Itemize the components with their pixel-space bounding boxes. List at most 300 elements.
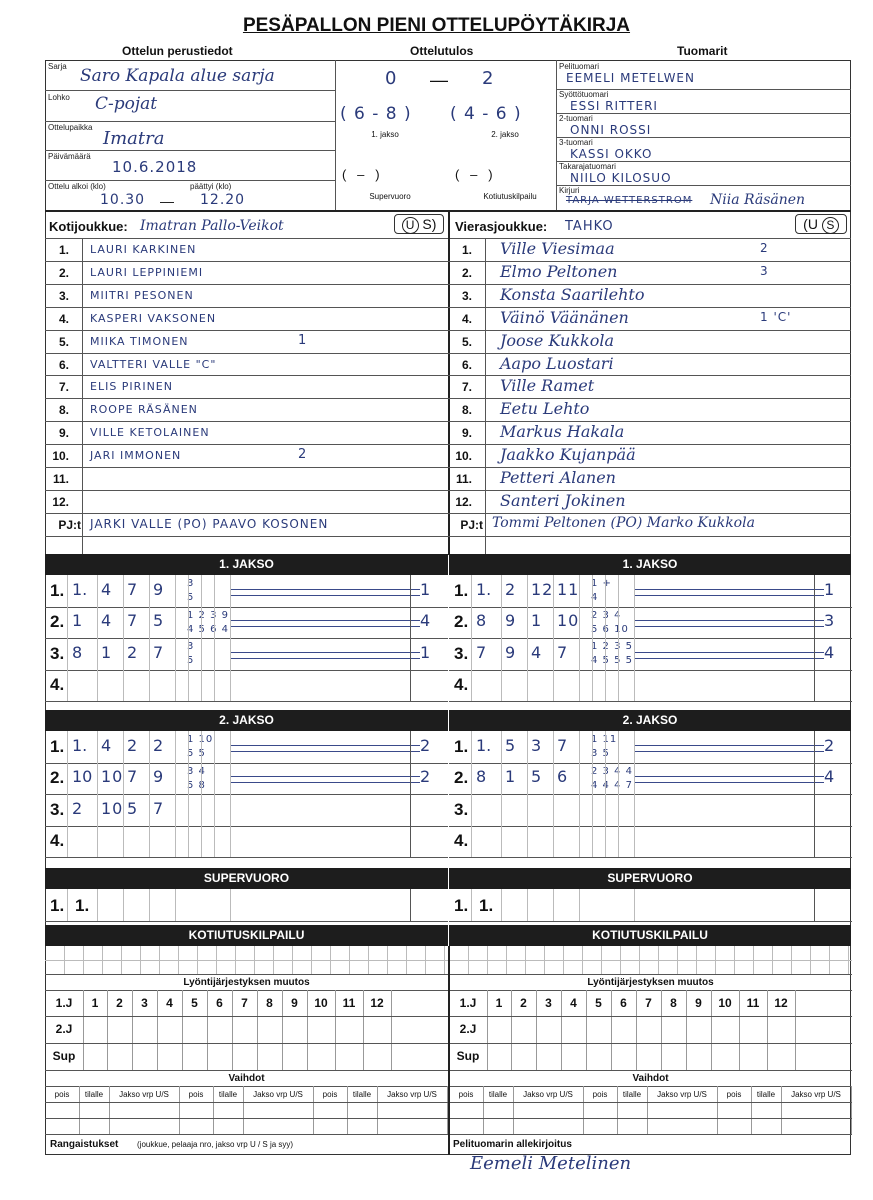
away-player-number: 2. xyxy=(461,265,472,280)
away-player-name: Markus Hakala xyxy=(500,422,625,442)
order-col-label: 3 xyxy=(141,996,148,1010)
order-col-label: 5 xyxy=(191,996,198,1010)
home-player-name: ELIS PIRINEN xyxy=(90,380,173,394)
home-player-number: 2. xyxy=(58,265,69,280)
order-row-label: Sup xyxy=(52,1049,76,1063)
away-player-mark: 2 xyxy=(760,241,769,255)
roster-line xyxy=(45,261,851,262)
ref6-label: Kirjuri xyxy=(559,186,580,195)
inning-strike xyxy=(230,658,420,659)
ref5-label: Takarajatuomari xyxy=(559,162,616,171)
sv-col-line xyxy=(67,889,68,921)
ref3-label: 2-tuomari xyxy=(559,114,593,123)
result-supervuoro: ( – ) xyxy=(342,167,380,182)
vaihdot-col-label: tilalle xyxy=(352,1090,372,1099)
inning-first-batter: 1. xyxy=(476,735,492,755)
order-line xyxy=(449,990,852,991)
order-row-label: Sup xyxy=(456,1049,480,1063)
vaihdot-row-line xyxy=(449,1134,852,1135)
home-player-name: JARI IMMONEN xyxy=(90,449,182,463)
roster-line xyxy=(45,375,851,376)
inning-score: 1 xyxy=(824,579,836,599)
home-player-name: VILLE KETOLAINEN xyxy=(90,426,210,440)
order-col-label: 2 xyxy=(116,996,123,1010)
inning-batter: 10 xyxy=(557,611,580,631)
time-dash: — xyxy=(160,193,174,209)
order-line xyxy=(45,990,448,991)
home-us-circle: U xyxy=(402,217,419,234)
order-col-label: 7 xyxy=(241,996,248,1010)
away-player-number: 12. xyxy=(455,494,472,509)
inning-row-number: 4. xyxy=(50,675,65,695)
kotiutus-label: Kotiutuskilpailu xyxy=(483,192,537,201)
inning-row-number: 4. xyxy=(454,675,469,695)
order-row-line xyxy=(449,1016,852,1017)
sv-col-line xyxy=(175,889,176,921)
inning-strike xyxy=(634,620,824,621)
inning-score-divider xyxy=(410,575,411,701)
jakso1-home-bar: 1. JAKSO xyxy=(45,554,448,575)
inning-row-number: 2. xyxy=(454,612,469,632)
kk-row-line xyxy=(449,974,852,975)
inning-col-line xyxy=(201,731,202,857)
away-num-divider xyxy=(485,238,486,554)
inning-score: 4 xyxy=(420,611,432,631)
inning-batter: 5 xyxy=(505,735,517,755)
roster-line xyxy=(45,330,851,331)
inning-col-line xyxy=(579,731,580,857)
vaihdot-col-label: tilalle xyxy=(218,1090,238,1099)
inning-row-number: 1. xyxy=(454,580,469,600)
order-col-label: 9 xyxy=(695,996,702,1010)
away-player-number: 10. xyxy=(455,449,472,464)
inning-batter: 4 xyxy=(101,735,113,755)
sv-row-number: 1. xyxy=(454,896,469,915)
home-num-divider xyxy=(82,238,83,554)
inning-score-divider xyxy=(410,731,411,857)
inning-row-number: 3. xyxy=(50,643,65,663)
home-team-label: Kotijoukkue: xyxy=(49,219,128,234)
inning-col-line xyxy=(592,731,593,857)
home-player-number: 7. xyxy=(58,380,69,395)
vaihdot-col-label: tilalle xyxy=(622,1090,642,1099)
inning-batter: 9 xyxy=(505,611,517,631)
inning-first-batter: 2 xyxy=(72,798,83,818)
order-row-label: 2.J xyxy=(55,1022,73,1036)
inning-first-batter: 1. xyxy=(72,735,88,755)
kk-mid-line xyxy=(449,960,852,961)
jakso2-label: 2. jakso xyxy=(491,130,519,139)
sv-col-line xyxy=(97,889,98,921)
away-player-name: Eetu Lehto xyxy=(500,399,590,419)
inning-row-line xyxy=(45,607,448,608)
inning-runs: 3 5 xyxy=(187,578,195,603)
signature-label: Pelituomarin allekirjoitus xyxy=(453,1139,572,1150)
sv-row-first: 1. xyxy=(75,896,90,915)
home-player-number: 5. xyxy=(58,334,69,349)
vaihdot-col-label: pois xyxy=(726,1090,742,1099)
inning-row-number: 1. xyxy=(50,580,65,600)
inning-col-line xyxy=(618,731,619,857)
inning-strike xyxy=(230,595,420,596)
referee-signature: Eemeli Metelinen xyxy=(470,1153,632,1174)
order-col-label: 6 xyxy=(216,996,223,1010)
home-player-number: 1. xyxy=(58,243,69,257)
inning-batter: 2 xyxy=(505,579,517,599)
away-player-name: Aapo Luostari xyxy=(500,353,614,373)
roster-line xyxy=(45,513,851,514)
vaihdot-row-line xyxy=(45,1118,448,1119)
result-away: 2 xyxy=(482,68,495,89)
vaihdot-row-line xyxy=(449,1118,852,1119)
vaihdot-title: Vaihdot xyxy=(228,1073,265,1084)
order-col-label: 4 xyxy=(570,996,577,1010)
end-value: 12.20 xyxy=(200,192,246,208)
inning-row-number: 3. xyxy=(454,799,469,819)
order-col-label: 11 xyxy=(746,996,760,1010)
vaihdot-col-label: Jakso vrp U/S xyxy=(387,1090,437,1099)
away-player-name: Petteri Alanen xyxy=(500,468,616,487)
sv-col-line xyxy=(230,889,231,921)
inning-col-line xyxy=(230,731,231,857)
vaihdot-col-label: pois xyxy=(458,1090,474,1099)
sv-col-line xyxy=(501,889,502,921)
away-player-number: 5. xyxy=(461,334,472,349)
order-row-label: 2.J xyxy=(459,1022,477,1036)
inning-row-line xyxy=(449,701,852,702)
inning-row-line xyxy=(449,607,852,608)
home-player-number: 9. xyxy=(58,426,69,441)
inning-first-batter: 8 xyxy=(476,767,487,787)
inning-score: 2 xyxy=(824,735,836,755)
kk-mid-line xyxy=(45,960,448,961)
inning-row-number: 2. xyxy=(454,768,469,788)
vaihdot-col-line xyxy=(851,1086,852,1134)
ref3-name: ONNI ROSSI xyxy=(570,123,652,137)
roster-line xyxy=(45,284,851,285)
home-pj-label: PJ:t xyxy=(58,517,81,532)
inning-row-line xyxy=(45,670,448,671)
roster-line xyxy=(45,353,851,354)
roster-line xyxy=(45,536,851,537)
penalties-label: Rangaistukset xyxy=(50,1139,119,1150)
inning-strike xyxy=(230,776,420,777)
home-player-number: 6. xyxy=(58,357,69,372)
inning-strike xyxy=(230,745,420,746)
inning-col-line xyxy=(579,575,580,701)
order-col-label: 1 xyxy=(91,996,99,1010)
result-dash: — xyxy=(430,70,448,90)
lower-center-divider xyxy=(448,946,450,1155)
sv-col-line xyxy=(471,889,472,921)
kotiutus-home-bar: KOTIUTUSKILPAILU xyxy=(45,925,448,946)
inning-col-line xyxy=(149,731,150,857)
inning-row-line xyxy=(45,794,448,795)
sv-row-first: 1. xyxy=(479,896,494,915)
home-us-rest: S) xyxy=(418,216,437,232)
home-player-number: 11. xyxy=(52,472,69,486)
away-player-number: 1. xyxy=(461,243,472,257)
home-us-box xyxy=(394,214,444,234)
inning-row-number: 3. xyxy=(50,799,65,819)
inning-strike xyxy=(634,652,824,653)
order-row-line xyxy=(449,1043,852,1044)
order-end-line xyxy=(45,1070,448,1071)
inning-col-line xyxy=(214,575,215,701)
sarja-value: Saro Kapala alue sarja xyxy=(80,66,275,86)
inning-col-line xyxy=(201,575,202,701)
inning-row-number: 1. xyxy=(454,736,469,756)
sv-col-line xyxy=(553,889,554,921)
inning-batter: 9 xyxy=(505,642,517,662)
away-player-mark: 3 xyxy=(760,263,769,278)
inning-col-line xyxy=(634,731,635,857)
home-player-number: 10. xyxy=(52,449,69,464)
inning-strike xyxy=(230,626,420,627)
inning-row-line xyxy=(449,826,852,827)
inning-strike xyxy=(634,658,824,659)
away-us-box xyxy=(795,214,847,234)
inning-row-line xyxy=(449,638,852,639)
result-header: Ottelutulos xyxy=(410,44,474,58)
sv-col-line xyxy=(634,889,635,921)
away-player-number: 11. xyxy=(455,472,472,486)
inning-row-line xyxy=(449,670,852,671)
inning-row-line xyxy=(45,857,448,858)
order-col-label: 10 xyxy=(718,996,732,1010)
vaihdot-row-line xyxy=(45,1102,448,1103)
inning-score: 1 xyxy=(420,642,432,662)
inning-runs: 1 11 3 5 xyxy=(591,734,618,759)
home-player-mark: 2 xyxy=(298,447,308,463)
inning-batter: 6 xyxy=(557,767,569,787)
order-col-label: 10 xyxy=(314,996,328,1010)
sv-row-number: 1. xyxy=(50,896,65,915)
inning-col-line xyxy=(175,575,176,701)
order-col-label: 5 xyxy=(595,996,602,1010)
inning-batter: 10 xyxy=(101,767,124,787)
date-value: 10.6.2018 xyxy=(112,158,198,176)
order-col-line xyxy=(391,990,392,1070)
inning-score: 4 xyxy=(824,642,836,662)
inning-col-line xyxy=(188,575,189,701)
away-player-mark: 1 'C' xyxy=(760,309,792,324)
inning-batter: 11 xyxy=(557,579,580,599)
ref6-name: Niia Räsänen xyxy=(710,192,806,208)
inning-batter: 9 xyxy=(153,767,165,787)
ref4-label: 3-tuomari xyxy=(559,138,593,147)
ref6-struck: TARJA WETTERSTROM xyxy=(566,195,693,206)
vaihdot-col-label: Jakso vrp U/S xyxy=(657,1090,707,1099)
inning-strike xyxy=(230,652,420,653)
away-player-number: 9. xyxy=(461,426,472,441)
place-label: Ottelupaikka xyxy=(48,123,93,132)
inning-batter: 10 xyxy=(101,798,124,818)
inning-row-line xyxy=(449,857,852,858)
inning-score: 1 xyxy=(420,579,432,599)
inning-col-line xyxy=(634,575,635,701)
vaihdot-col-label: Jakso vrp U/S xyxy=(253,1090,303,1099)
inning-batter: 4 xyxy=(531,642,543,662)
inning-batter: 3 xyxy=(531,735,543,755)
order-col-label: 3 xyxy=(545,996,552,1010)
inning-row-number: 2. xyxy=(50,768,65,788)
away-player-name: Väinö Väänänen xyxy=(500,307,629,327)
inning-score: 3 xyxy=(824,611,836,631)
vaihdot-col-label: pois xyxy=(592,1090,608,1099)
ref1-label: Pelituomari xyxy=(559,62,600,71)
inning-runs: 1 2 3 9 4 5 6 4 xyxy=(187,609,229,635)
inning-col-line xyxy=(175,731,176,857)
jakso1-away-bar: 1. JAKSO xyxy=(449,554,851,575)
home-player-number: 4. xyxy=(58,311,69,326)
order-title: Lyöntijärjestyksen muutos xyxy=(183,977,310,988)
home-player-mark: 1 xyxy=(298,332,308,348)
sv-col-line xyxy=(579,889,580,921)
inning-batter: 7 xyxy=(557,642,569,662)
inning-batter: 4 xyxy=(101,611,113,631)
inning-row-line xyxy=(449,794,852,795)
away-pj-value: Tommi Peltonen (PO) Marko Kukkola xyxy=(492,514,755,531)
lohko-value: C-pojat xyxy=(95,94,158,114)
inning-strike xyxy=(634,745,824,746)
away-us-circle: S xyxy=(822,217,839,234)
away-player-number: 4. xyxy=(461,311,472,326)
home-pj-value: JARKI VALLE (PO) PAAVO KOSONEN xyxy=(90,516,329,531)
inning-first-batter: 8 xyxy=(476,611,487,631)
order-col-label: 12 xyxy=(774,996,788,1010)
inning-col-line xyxy=(605,731,606,857)
result-home: 0 xyxy=(385,68,398,89)
order-col-label: 1.J xyxy=(55,996,73,1010)
away-team-name: TAHKO xyxy=(565,219,614,234)
inning-row-line xyxy=(45,701,448,702)
sv-row-line xyxy=(449,921,852,922)
home-player-name: VALTTERI VALLE "C" xyxy=(90,357,217,371)
roster-line xyxy=(45,307,851,308)
home-player-name: KASPERI VAKSONEN xyxy=(90,311,217,325)
vaihdot-title: Vaihdot xyxy=(632,1073,669,1084)
inning-score: 4 xyxy=(824,767,836,787)
end-label: päättyi (klo) xyxy=(190,182,232,191)
ref2-name: ESSI RITTERI xyxy=(570,99,658,113)
inning-row-number: 4. xyxy=(454,831,469,851)
inning-runs: 1 2 3 5 4 5 5 5 xyxy=(591,641,633,666)
inning-batter: 5 xyxy=(127,798,139,818)
home-player-name: LAURI KARKINEN xyxy=(90,243,197,256)
inning-col-line xyxy=(149,575,150,701)
inning-col-line xyxy=(592,575,593,701)
form-title: PESÄPALLON PIENI OTTELUPÖYTÄKIRJA xyxy=(242,15,631,36)
inning-batter: 7 xyxy=(557,735,569,755)
ref2-label: Syöttötuomari xyxy=(559,90,609,99)
away-player-name: Ville Viesimaa xyxy=(500,239,615,258)
inning-row-line xyxy=(45,638,448,639)
inning-col-line xyxy=(527,731,528,857)
inning-first-batter: 1. xyxy=(476,579,492,599)
vaihdot-line xyxy=(45,1086,448,1087)
sv-score-divider xyxy=(814,889,815,921)
inning-score: 2 xyxy=(420,767,432,787)
inning-first-batter: 1. xyxy=(72,579,88,599)
home-player-number: 12. xyxy=(52,494,69,509)
inning-runs: 1 + 4 xyxy=(591,578,612,603)
order-col-label: 2 xyxy=(520,996,527,1010)
inning-score-divider xyxy=(814,731,815,857)
home-player-name: MIITRI PESONEN xyxy=(90,288,194,302)
inning-runs: 2 3 4 5 6 10 xyxy=(591,609,629,635)
inning-col-line xyxy=(97,575,98,701)
vaihdot-line xyxy=(449,1086,852,1087)
order-col-label: 1.J xyxy=(459,996,477,1010)
order-col-label: 1 xyxy=(495,996,503,1010)
inning-col-line xyxy=(553,731,554,857)
ref5-name: NIILO KILOSUO xyxy=(570,171,672,185)
sv-col-line xyxy=(149,889,150,921)
result-jakso2: ( 4 - 6 ) xyxy=(450,104,522,124)
inning-batter: 5 xyxy=(531,767,543,787)
inning-row-number: 1. xyxy=(50,736,65,756)
supervuoro-label: Supervuoro xyxy=(369,192,411,201)
order-title: Lyöntijärjestyksen muutos xyxy=(587,977,714,988)
result-kotiutus: ( – ) xyxy=(455,167,493,182)
vaihdot-col-label: Jakso vrp U/S xyxy=(791,1090,841,1099)
inning-col-line xyxy=(471,731,472,857)
sv-score-divider xyxy=(410,889,411,921)
jakso1-label: 1. jakso xyxy=(371,130,399,139)
jakso2-away-bar: 2. JAKSO xyxy=(449,710,851,731)
kotiutus-away-bar: KOTIUTUSKILPAILU xyxy=(449,925,851,946)
order-col-label: 9 xyxy=(291,996,298,1010)
roster-line xyxy=(45,467,851,468)
away-player-number: 7. xyxy=(461,380,472,395)
inning-batter: 4 xyxy=(101,579,113,599)
inning-col-line xyxy=(471,575,472,701)
away-player-number: 8. xyxy=(461,403,472,418)
inning-score: 2 xyxy=(420,735,432,755)
inning-runs: 2 3 4 4 4 4 4 7 xyxy=(591,765,633,791)
inning-score-divider xyxy=(814,575,815,701)
start-value: 10.30 xyxy=(100,192,146,208)
inning-batter: 7 xyxy=(127,767,139,787)
result-jakso1: ( 6 - 8 ) xyxy=(340,104,412,124)
inning-col-line xyxy=(605,575,606,701)
sv-col-line xyxy=(527,889,528,921)
place-value: Imatra xyxy=(103,128,165,149)
order-col-label: 8 xyxy=(266,996,273,1010)
vaihdot-col-label: tilalle xyxy=(488,1090,508,1099)
vaihdot-row-line xyxy=(449,1102,852,1103)
inning-runs: 1 10 5 5 xyxy=(187,734,214,759)
inning-strike xyxy=(634,589,824,590)
penalties-hint: (joukkue, pelaaja nro, jakso vrp U / S ja syy) xyxy=(137,1140,294,1149)
order-col-line xyxy=(795,990,796,1070)
order-col-label: 7 xyxy=(645,996,652,1010)
sv-col-line xyxy=(123,889,124,921)
ref4-name: KASSI OKKO xyxy=(570,147,653,161)
away-player-number: 3. xyxy=(461,288,472,303)
away-player-name: Elmo Peltonen xyxy=(500,261,618,281)
inning-batter: 9 xyxy=(153,579,165,599)
inning-col-line xyxy=(501,575,502,701)
away-player-name: Ville Ramet xyxy=(500,376,595,396)
basic-info-header: Ottelun perustiedot xyxy=(122,44,233,58)
jakso2-home-bar: 2. JAKSO xyxy=(45,710,448,731)
inning-batter: 7 xyxy=(127,611,139,631)
inning-col-line xyxy=(188,731,189,857)
inning-row-number: 4. xyxy=(50,831,65,851)
inning-strike xyxy=(230,620,420,621)
